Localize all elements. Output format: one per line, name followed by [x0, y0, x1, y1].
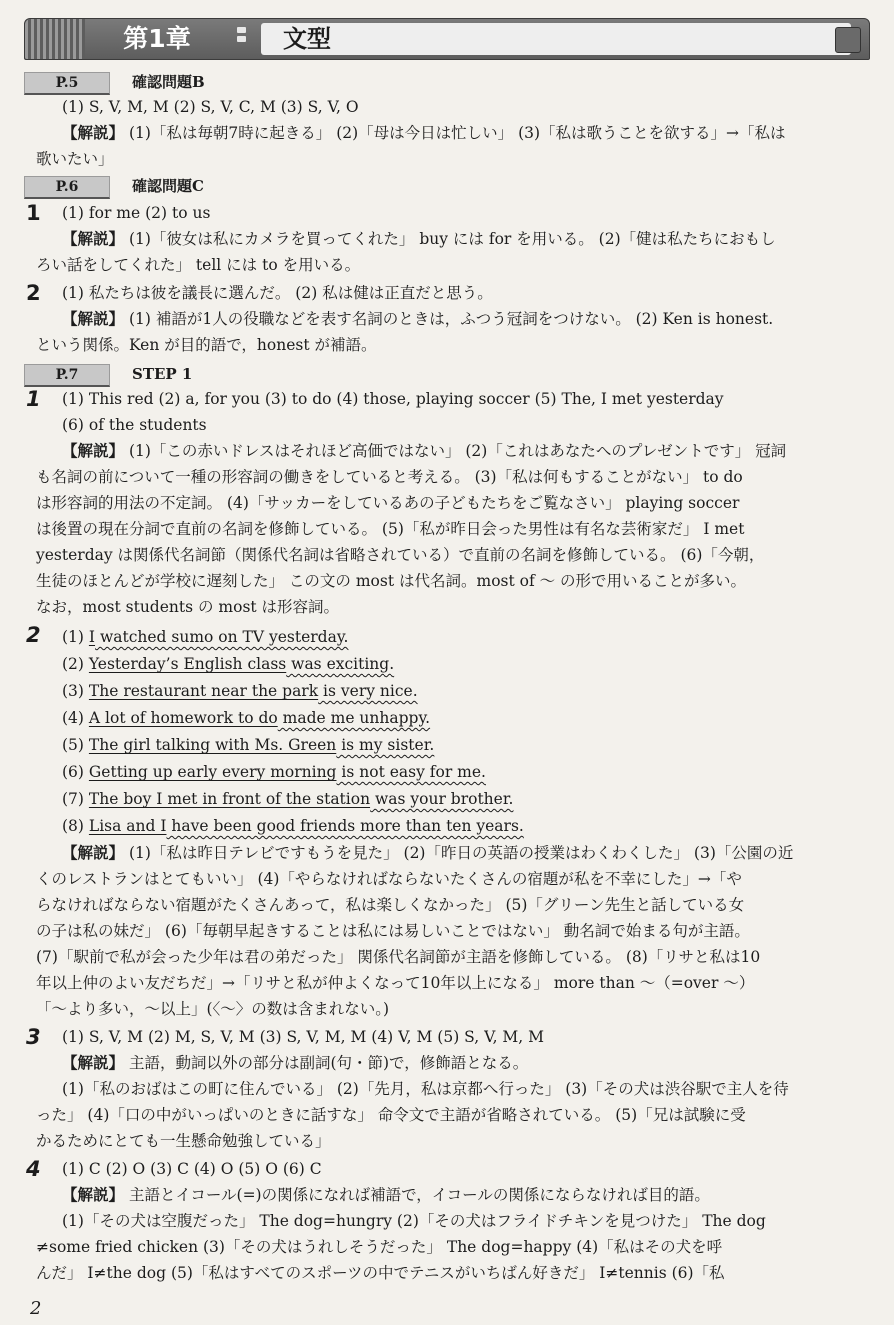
step1-q4-kaisetsu: 【解説】 主語とイコール(=)の関係になれば補語で，イコールの関係にならなければ目的語。: [62, 1185, 710, 1204]
subject-underline: The girl talking with Ms. Green: [88, 736, 337, 754]
sentence-line: (4) A lot of homework to do made me unhappy.: [62, 709, 431, 727]
section-title-p7: STEP 1: [132, 365, 193, 383]
step1-q2-kaisetsu: くのレストランはとてもいい」 (4)「やらなければならないたくさんの宿題が私を不幸にした」→「や: [36, 870, 742, 888]
p5-answer: (1) S, V, M, M (2) S, V, C, M (3) S, V, O: [62, 98, 359, 116]
subject-underline: A lot of homework to do: [88, 709, 278, 727]
step1-q2-kaisetsu: 【解説】 (1)「私は昨日テレビですもうを見た」 (2)「昨日の英語の授業はわくわくした」 (3)「公園の近: [62, 843, 794, 862]
sentence-line: (2) Yesterday’s English class was exciting.: [62, 655, 395, 673]
subject-underline: I: [88, 628, 96, 646]
predicate-wavy: was your brother.: [370, 790, 514, 808]
subject-underline: The restaurant near the park: [88, 682, 319, 700]
sentence-line: (8) Lisa and I have been good friends more than ten years.: [62, 817, 524, 835]
step1-q3-kaisetsu: った」 (4)「口の中がいっぱいのときに話すな」 命令文で主語が省略されている。 (5)「兄は試験に受: [36, 1106, 746, 1124]
subject-underline: Getting up early every morning: [88, 763, 337, 781]
step1-q1-kaisetsu: は後置の現在分詞で直前の名詞を修飾している。 (5)「私が昨日会った男性は有名な芸術家だ」 I met: [36, 520, 745, 538]
predicate-wavy: watched sumo on TV yesterday.: [95, 628, 349, 646]
step1-q1-kaisetsu: なお，most students の most は形容詞。: [36, 598, 340, 616]
p6-q2-answer: (1) 私たちは彼を議長に選んだ。 (2) 私は健は正直だと思う。: [62, 284, 493, 302]
step1-q4-kaisetsu: (1)「その犬は空腹だった」 The dog=hungry (2)「その犬はフライドチキンを見つけた」 The dog: [62, 1212, 766, 1230]
sentence-line: (5) The girl talking with Ms. Green is my sister.: [62, 736, 435, 754]
step1-q4-answer: (1) C (2) O (3) C (4) O (5) O (6) C: [62, 1160, 322, 1178]
predicate-wavy: is very nice.: [318, 682, 418, 700]
page-tag-p7: P.7: [24, 364, 110, 387]
step1-q3-kaisetsu: (1)「私のおばはこの町に住んでいる」 (2)「先月，私は京都へ行った」 (3)「その犬は渋谷駅で主人を待: [62, 1080, 789, 1098]
p6-q2-kaisetsu: という関係。Ken が目的語で，honest が補語。: [36, 336, 377, 354]
step1-q1-answer: (6) of the students: [62, 416, 207, 434]
p6-q2-kaisetsu: 【解説】 (1) 補語が1人の役職などを表す名詞のときは，ふつう冠詞をつけない。 (2) Ken is honest.: [62, 309, 774, 328]
step1-q1-answer: (1) This red (2) a, for you (3) to do (4) those, playing soccer (5) The, I met yesterday: [62, 390, 724, 408]
question-number: 2: [26, 281, 41, 305]
subject-underline: Lisa and I: [88, 817, 167, 835]
step1-q2-kaisetsu: らなければならない宿題がたくさんあって，私は楽しくなかった」 (5)「グリーン先生と話している女: [36, 896, 745, 914]
chapter-header: [24, 18, 870, 60]
page-number: 2: [30, 1298, 42, 1319]
header-stripes: [25, 19, 85, 59]
sentence-line: (7) The boy I met in front of the station was your brother.: [62, 790, 514, 808]
step1-q1-kaisetsu: 生徒のほとんどが学校に遅刻した」 この文の most は代名詞。most of ～ の形で用いることが多い。: [36, 572, 747, 590]
sentence-line: (3) The restaurant near the park is very nice.: [62, 682, 418, 700]
sentence-line: (6) Getting up early every morning is not easy for me.: [62, 763, 486, 781]
kaisetsu-label: 【解説】: [62, 123, 125, 142]
step1-q3-kaisetsu: 【解説】 主語，動詞以外の部分は副詞(句・節)で，修飾語となる。: [62, 1053, 529, 1072]
section-title-p6: 確認問題C: [132, 177, 204, 195]
section-title-p5: 確認問題B: [132, 73, 205, 91]
step1-q1-kaisetsu: は形容詞的用法の不定詞。 (4)「サッカーをしているあの子どもたちをご覧なさい」 playing soccer: [36, 494, 740, 512]
p5-kaisetsu-line: 歌いたい」: [36, 150, 114, 168]
p6-q1-answer: (1) for me (2) to us: [62, 204, 211, 222]
predicate-wavy: is my sister.: [336, 736, 435, 754]
p6-q1-kaisetsu: ろい話をしてくれた」 tell には to を用いる。: [36, 256, 361, 274]
step1-q1-kaisetsu: 【解説】 (1)「この赤いドレスはそれほど高価ではない」 (2)「これはあなたへのプレゼントです」 冠詞: [62, 441, 787, 460]
step1-q2-kaisetsu: の子は私の妹だ」 (6)「毎朝早起きすることは私には易しいことではない」 動名詞で始まる句が主語。: [36, 922, 750, 940]
step1-q1-kaisetsu: yesterday は関係代名詞節（関係代名詞は省略されている）で直前の名詞を修飾している。 (6)「今朝，: [36, 546, 765, 564]
question-number: 1: [26, 201, 41, 225]
p6-q1-kaisetsu: 【解説】 (1)「彼女は私にカメラを買ってくれた」 buy には for を用いる。 (2)「健は私たちにおもし: [62, 229, 776, 248]
step1-q4-kaisetsu: ≠some fried chicken (3)「その犬はうれしそうだった」 The dog=happy (4)「私はその犬を呼: [36, 1238, 723, 1256]
predicate-wavy: is not easy for me.: [336, 763, 486, 781]
step1-q2-kaisetsu: (7)「駅前で私が会った少年は君の弟だった」 関係代名詞節が主語を修飾している。 (8)「リサと私は10: [36, 948, 761, 966]
step1-q3-answer: (1) S, V, M (2) M, S, V, M (3) S, V, M, M (4) V, M (5) S, V, M, M: [62, 1028, 545, 1046]
sentence-line: (1) I watched sumo on TV yesterday.: [62, 628, 349, 646]
p5-kaisetsu-line: 【解説】 (1)「私は毎朝7時に起きる」 (2)「母は今日は忙しい」 (3)「私は歌うことを欲する」→「私は: [62, 123, 786, 142]
chapter-number: 第1章: [123, 24, 191, 53]
step1-q2-kaisetsu: 年以上仲のよい友だちだ」→「リサと私が仲よくなって10年以上になる」 more than ～（=over ～）: [36, 974, 755, 992]
question-number: 4: [26, 1157, 41, 1181]
header-separator: [237, 27, 247, 51]
question-number: 2: [26, 623, 41, 647]
question-number: 3: [26, 1025, 41, 1049]
step1-q3-kaisetsu: かるためにとても一生懸命勉強している」: [36, 1132, 331, 1150]
predicate-wavy: was exciting.: [286, 655, 395, 673]
page-tag-p5: P.5: [24, 72, 110, 95]
subject-underline: Yesterday’s English class: [88, 655, 287, 673]
predicate-wavy: have been good friends more than ten years.: [166, 817, 524, 835]
page-tag-p6: P.6: [24, 176, 110, 199]
step1-q1-kaisetsu: も名詞の前について一種の形容詞の働きをしていると考える。 (3)「私は何もすることがない」 to do: [36, 468, 743, 486]
question-number: 1: [26, 387, 41, 411]
step1-q2-kaisetsu: 「～より多い，～以上」(〈～〉の数は含まれない。): [36, 1000, 390, 1018]
header-end-square: [835, 27, 861, 53]
predicate-wavy: made me unhappy.: [277, 709, 431, 727]
chapter-title: 文型: [261, 23, 851, 55]
subject-underline: The boy I met in front of the station: [88, 790, 371, 808]
step1-q4-kaisetsu: んだ」 I≠the dog (5)「私はすべてのスポーツの中でテニスがいちばん好きだ」 I≠tennis (6)「私: [36, 1264, 725, 1282]
